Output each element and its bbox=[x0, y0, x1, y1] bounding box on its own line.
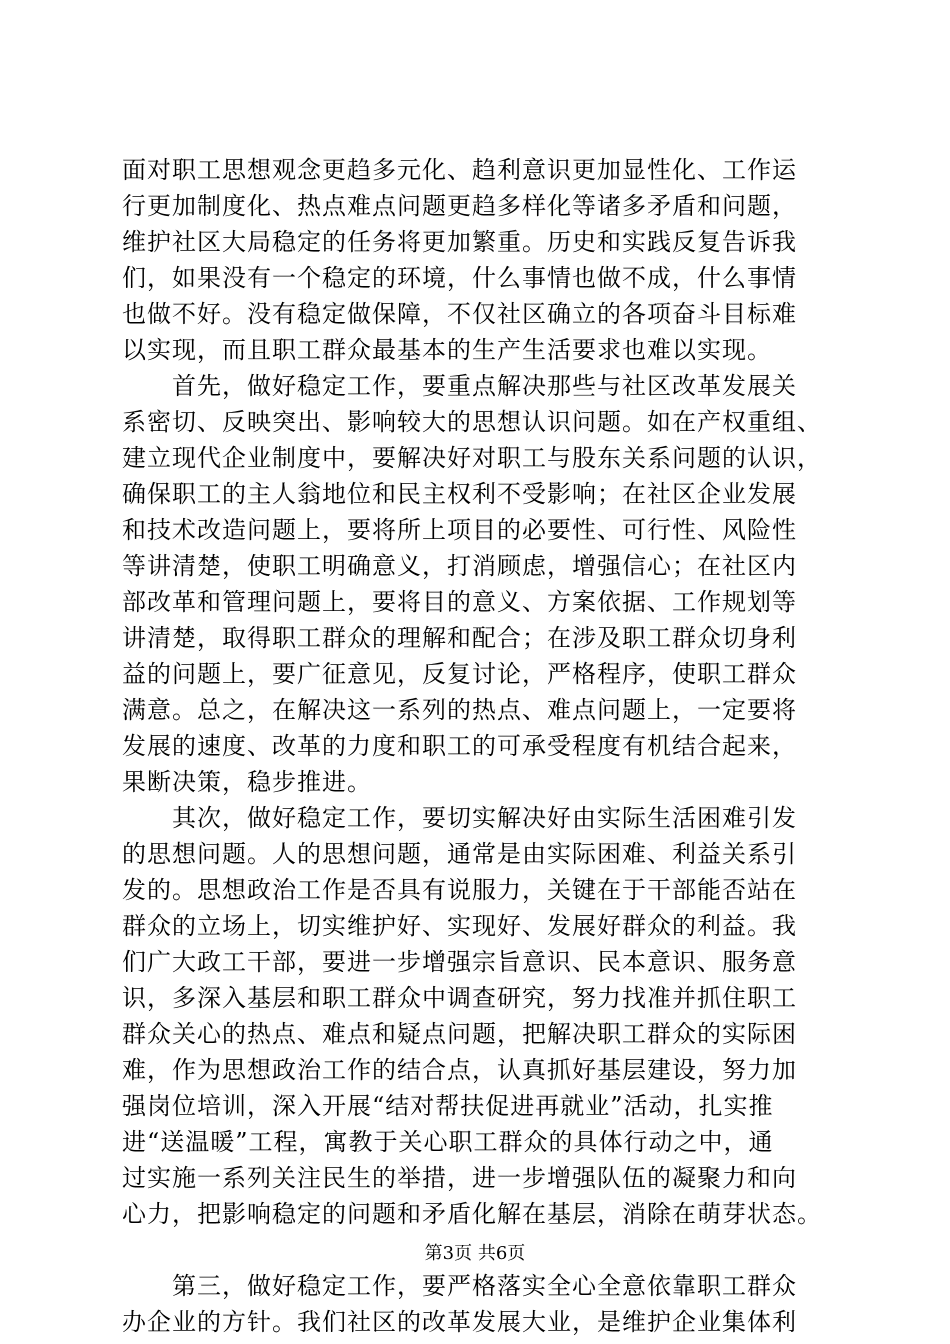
text-line: 益的问题上，要广征意见，反复讨论，严格程序，使职工群众 bbox=[122, 660, 797, 688]
text-line: 讲清楚，取得职工群众的理解和配合；在涉及职工群众切身利 bbox=[122, 624, 797, 652]
page-footer: 第3页 共6页 bbox=[424, 1243, 526, 1264]
text-line: 行更加制度化、热点难点问题更趋多样化等诸多矛盾和问题， bbox=[122, 192, 797, 220]
text-line: 满意。总之，在解决这一系列的热点、难点问题上，一定要将 bbox=[122, 696, 797, 724]
text-line: 也做不好。没有稳定做保障，不仅社区确立的各项奋斗目标难 bbox=[122, 300, 797, 328]
text-line: 难，作为思想政治工作的结合点，认真抓好基层建设，努力加 bbox=[122, 1056, 797, 1084]
text-line: 等讲清楚，使职工明确意义，打消顾虑，增强信心；在社区内 bbox=[122, 552, 797, 580]
text-line: 第三，做好稳定工作，要严格落实全心全意依靠职工群众 bbox=[122, 1272, 797, 1300]
text-line: 群众关心的热点、难点和疑点问题，把解决职工群众的实际困 bbox=[122, 1020, 797, 1048]
text-line: 面对职工思想观念更趋多元化、趋利意识更加显性化、工作运 bbox=[122, 156, 797, 184]
text-line: 进“送温暖”工程，寓教于关心职工群众的具体行动之中，通 bbox=[122, 1128, 774, 1156]
text-line: 心力，把影响稳定的问题和矛盾化解在基层，消除在萌芽状态。 bbox=[122, 1200, 822, 1228]
text-line: 首先，做好稳定工作，要重点解决那些与社区改革发展关 bbox=[122, 372, 797, 400]
text-line: 发展的速度、改革的力度和职工的可承受程度有机结合起来， bbox=[122, 732, 797, 760]
text-line: 维护社区大局稳定的任务将更加繁重。历史和实践反复告诉我 bbox=[122, 228, 797, 256]
text-line: 和技术改造问题上，要将所上项目的必要性、可行性、风险性 bbox=[122, 516, 797, 544]
text-line: 系密切、反映突出、影响较大的思想认识问题。如在产权重组、 bbox=[122, 408, 822, 436]
text-line: 群众的立场上，切实维护好、实现好、发展好群众的利益。我 bbox=[122, 912, 797, 940]
text-line: 以实现，而且职工群众最基本的生产生活要求也难以实现。 bbox=[122, 336, 772, 364]
text-line: 果断决策，稳步推进。 bbox=[122, 768, 372, 796]
text-line: 其次，做好稳定工作，要切实解决好由实际生活困难引发 bbox=[122, 804, 797, 832]
text-line: 发的。思想政治工作是否具有说服力，关键在于干部能否站在 bbox=[122, 876, 797, 904]
text-line: 强岗位培训，深入开展“结对帮扶促进再就业”活动，扎实推 bbox=[122, 1092, 774, 1120]
text-line: 办企业的方针。我们社区的改革发展大业，是维护企业集体利 bbox=[122, 1308, 797, 1336]
text-line: 识，多深入基层和职工群众中调查研究，努力找准并抓住职工 bbox=[122, 984, 797, 1012]
text-line: 部改革和管理问题上，要将目的意义、方案依据、工作规划等 bbox=[122, 588, 797, 616]
text-line: 们，如果没有一个稳定的环境，什么事情也做不成，什么事情 bbox=[122, 264, 797, 292]
text-line: 确保职工的主人翁地位和民主权利不受影响；在社区企业发展 bbox=[122, 480, 797, 508]
text-line: 的思想问题。人的思想问题，通常是由实际困难、利益关系引 bbox=[122, 840, 797, 868]
document-body bbox=[122, 152, 842, 1340]
text-line: 过实施一系列关注民生的举措，进一步增强队伍的凝聚力和向 bbox=[122, 1164, 797, 1192]
text-line: 建立现代企业制度中，要解决好对职工与股东关系问题的认识， bbox=[122, 444, 822, 472]
text-line: 们广大政工干部，要进一步增强宗旨意识、民本意识、服务意 bbox=[122, 948, 797, 976]
